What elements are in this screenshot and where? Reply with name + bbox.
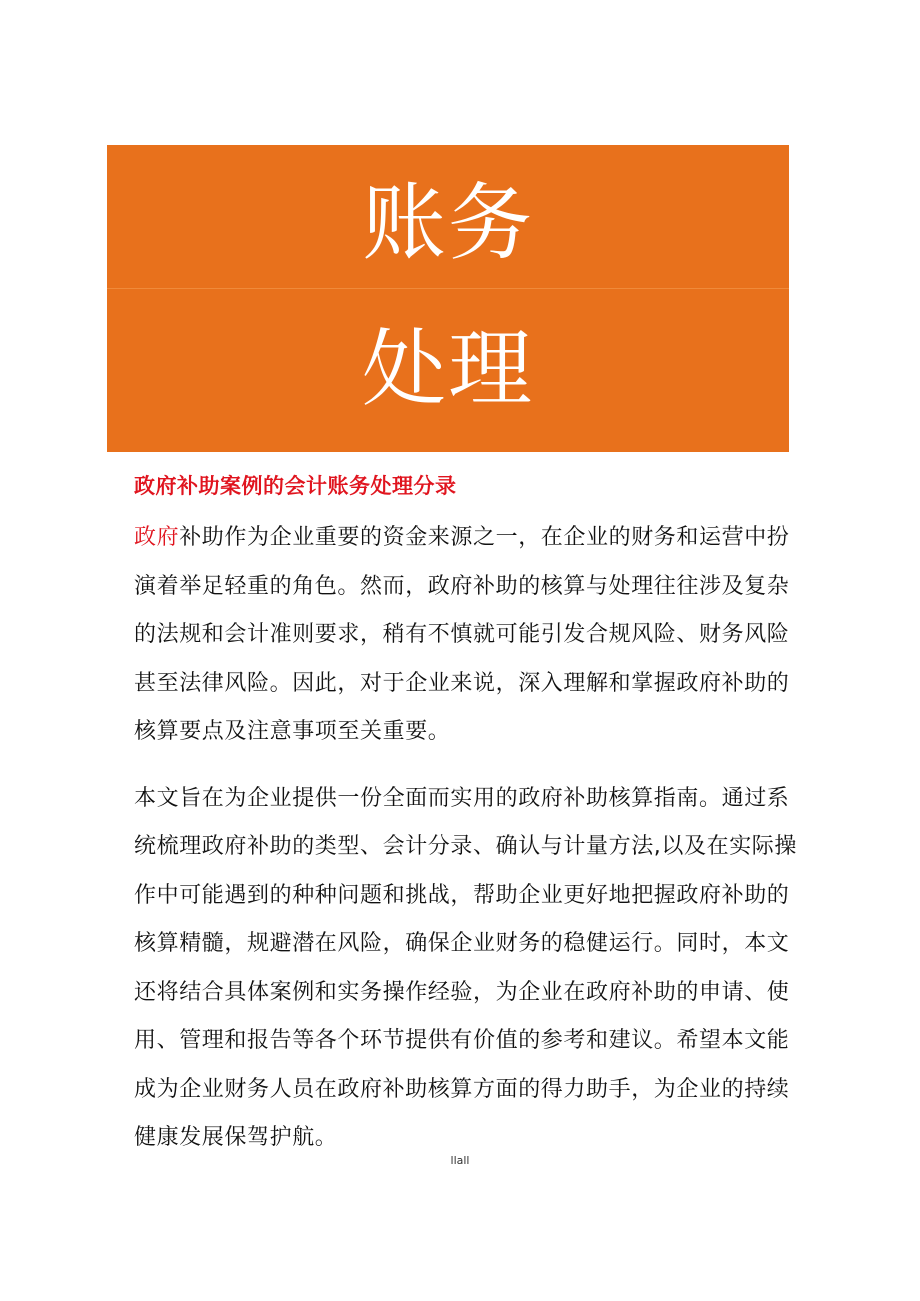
banner-divider [107,288,789,289]
paragraph-intro-text: 补助作为企业重要的资金来源之一，在企业的财务和运营中扮演着举足轻重的角色。然而，政府补助的核算与处理往往涉及复杂的法规和会计准则要求，稍有不慎就可能引发合规风险、财务风险甚至法律风险。因此，对于企业来说，深入理解和掌握政府补助的核算要点及注意事项至关重要。 [134,525,790,744]
document-heading: 政府补助案例的会计账务处理分录 [134,474,457,498]
highlighted-text: 政府 [134,525,180,550]
page-mark: llall [450,1154,470,1167]
banner-title-line-1: 账务 [361,174,534,272]
paragraph-intro [134,514,798,757]
title-banner [107,145,789,452]
paragraph-purpose: 本文旨在为企业提供一份全面而实用的政府补助核算指南。通过系统梳理政府补助的类型、会计分录、确认与计量方法,以及在实际操作中可能遇到的种种问题和挑战，帮助企业更好地把握政府补助的核算精髓，规避潜在风险，确保企业财务的稳健运行。同时，本文还将结合具体案例和实务操作经验，为企业在政府补助的申请、使用、管理和报告等各个环节提供有价值的参考和建议。希望本文能成为企业财务人员在政府补助核算方面的得力助手，为企业的持续健康发展保驾护航。 [134,785,797,1150]
banner-title-line-2: 处理 [361,320,534,418]
document-body [134,514,798,1163]
